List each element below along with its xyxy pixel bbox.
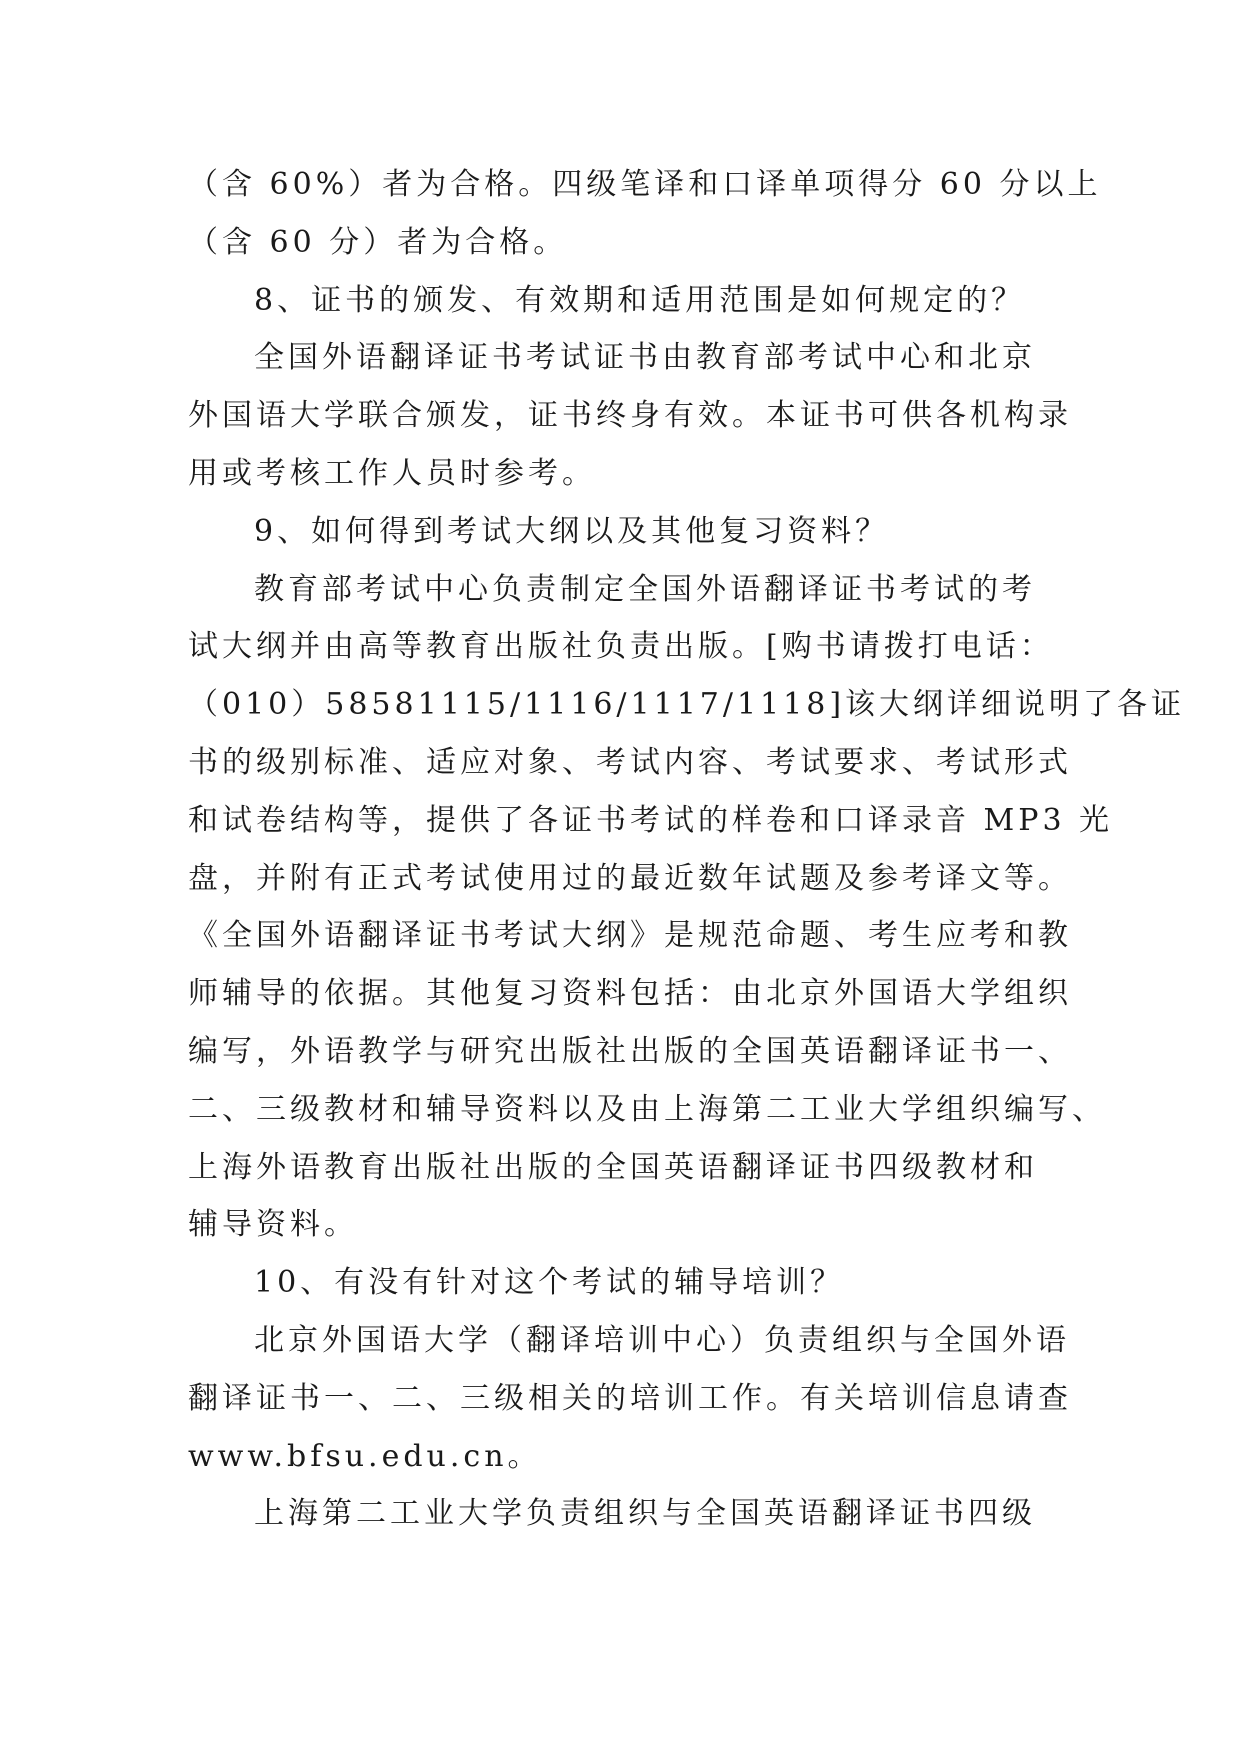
- paragraph-line: 翻译证书一、二、三级相关的培训工作。有关培训信息请查: [188, 1380, 1072, 1416]
- paragraph-line: 上海外语教育出版社出版的全国英语翻译证书四级教材和: [188, 1149, 1038, 1185]
- paragraph-line: 盘，并附有正式考试使用过的最近数年试题及参考译文等。: [188, 860, 1072, 896]
- paragraph-line: 全国外语翻译证书考试证书由教育部考试中心和北京: [254, 340, 1036, 376]
- paragraph-line: 试大纲并由高等教育出版社负责出版。[购书请拨打电话：: [188, 629, 1054, 665]
- paragraph-line: （010）58581115/1116/1117/1118]该大纲详细说明了各证: [188, 687, 1186, 723]
- paragraph-line: 和试卷结构等，提供了各证书考试的样卷和口译录音 MP3 光: [188, 802, 1114, 838]
- question-heading-8: 8、证书的颁发、有效期和适用范围是如何规定的？: [254, 282, 1026, 318]
- paragraph-line: 编写，外语教学与研究出版社出版的全国英语翻译证书一、: [188, 1033, 1072, 1069]
- document-body: [188, 156, 1186, 1543]
- question-heading-10: 10、有没有针对这个考试的辅导培训？: [254, 1265, 845, 1301]
- paragraph-line: 辅导资料。: [188, 1207, 358, 1243]
- paragraph-line: 外国语大学联合颁发，证书终身有效。本证书可供各机构录: [188, 398, 1072, 434]
- paragraph-line: 书的级别标准、适应对象、考试内容、考试要求、考试形式: [188, 744, 1072, 780]
- paragraph-line: （含 60 分）者为合格。: [188, 224, 568, 260]
- paragraph-line: 上海第二工业大学负责组织与全国英语翻译证书四级: [254, 1496, 1036, 1532]
- paragraph-line: （含 60%）者为合格。四级笔译和口译单项得分 60 分以上: [188, 167, 1102, 202]
- paragraph-line: 北京外国语大学（翻译培训中心）负责组织与全国外语: [254, 1322, 1070, 1358]
- paragraph-line: 用或考核工作人员时参考。: [188, 455, 596, 491]
- website-url: www.bfsu.edu.cn。: [188, 1438, 542, 1474]
- paragraph-line: 师辅导的依据。其他复习资料包括：由北京外国语大学组织: [188, 976, 1072, 1012]
- question-heading-9: 9、如何得到考试大纲以及其他复习资料？: [254, 513, 890, 549]
- paragraph-line: 《全国外语翻译证书考试大纲》是规范命题、考生应考和教: [188, 918, 1072, 954]
- paragraph-line: 教育部考试中心负责制定全国外语翻译证书考试的考: [254, 571, 1036, 607]
- paragraph-line: 二、三级教材和辅导资料以及由上海第二工业大学组织编写、: [188, 1091, 1106, 1127]
